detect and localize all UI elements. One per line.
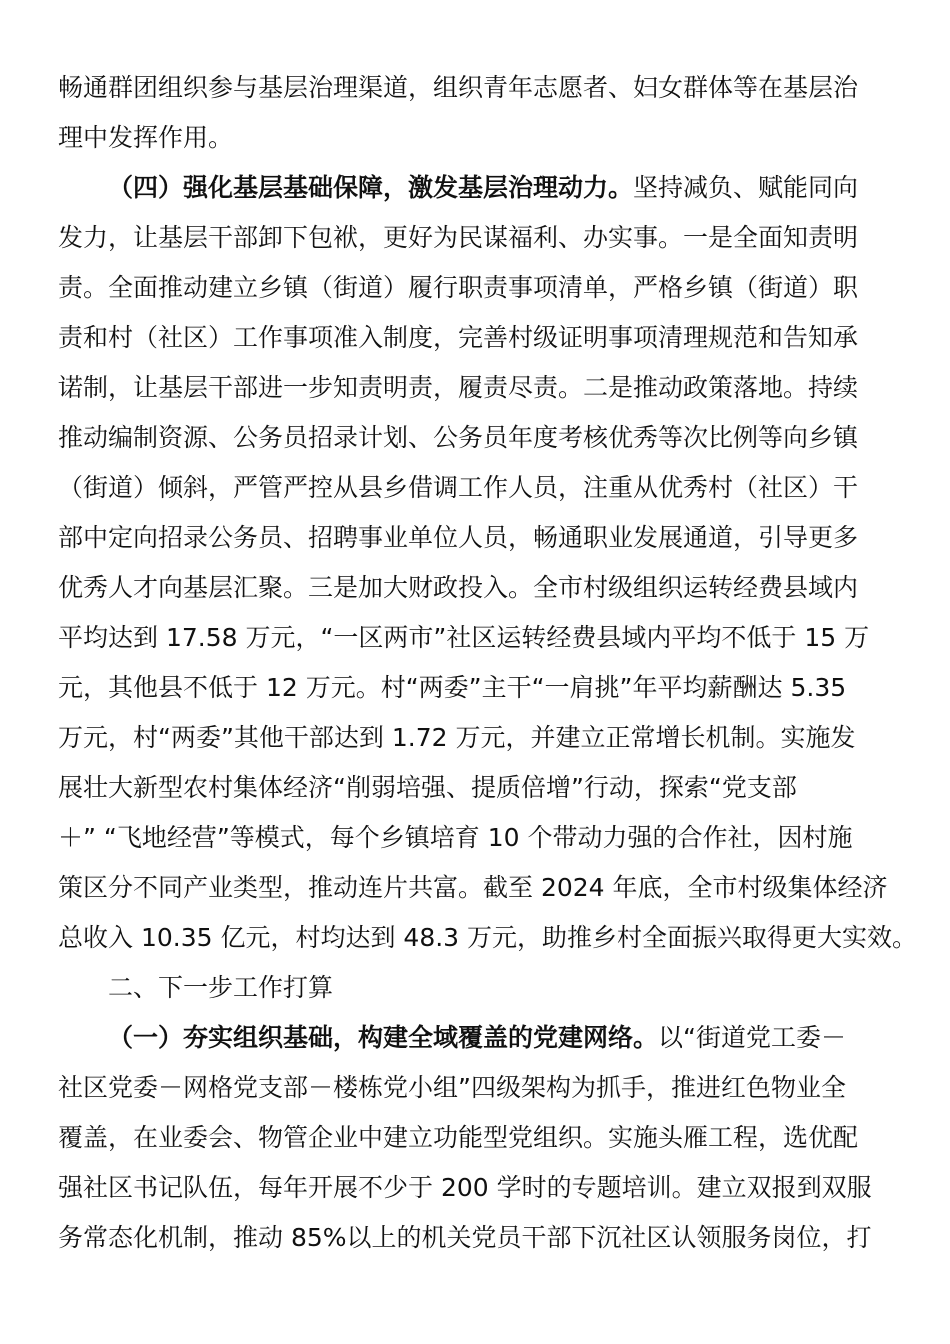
text-line bbox=[58, 613, 894, 663]
text-line bbox=[58, 763, 894, 813]
text-line bbox=[58, 663, 894, 713]
text-segment: 以“街道党工委－ bbox=[658, 1023, 846, 1052]
text-segment: 覆盖，在业委会、物管企业中建立功能型党组织。实施头雁工程，选优配 bbox=[58, 1123, 859, 1152]
part-two-heading-line bbox=[108, 963, 894, 1013]
text-segment: 平均达到 17.58 万元，“一区两市”社区运转经费县域内平均不低于 15 万 bbox=[58, 623, 870, 652]
part-heading: 二、下一步工作打算 bbox=[108, 973, 334, 1002]
text-line bbox=[58, 1163, 894, 1213]
text-segment: 坚持减负、赋能同向 bbox=[633, 173, 859, 202]
text-line bbox=[58, 113, 894, 163]
text-line bbox=[58, 513, 894, 563]
text-segment: 社区党委－网格党支部－楼栋党小组”四级架构为抓手，推进红色物业全 bbox=[58, 1073, 846, 1102]
text-segment: 诺制，让基层干部进一步知责明责，履责尽责。二是推动政策落地。持续 bbox=[58, 373, 859, 402]
text-segment: 元，其他县不低于 12 万元。村“两委”主干“一肩挑”年平均薪酬达 5.35 bbox=[58, 673, 847, 702]
text-segment: 策区分不同产业类型，推动连片共富。截至 2024 年底，全市村级集体经济 bbox=[58, 873, 888, 902]
text-line bbox=[58, 713, 894, 763]
text-segment: 畅通群团组织参与基层治理渠道，组织青年志愿者、妇女群体等在基层治 bbox=[58, 73, 859, 102]
section-heading: （一）夯实组织基础，构建全域覆盖的党建网络。 bbox=[108, 1023, 659, 1052]
text-segment: 部中定向招录公务员、招聘事业单位人员，畅通职业发展通道，引导更多 bbox=[58, 523, 859, 552]
text-line bbox=[58, 213, 894, 263]
text-line bbox=[58, 63, 894, 113]
text-line bbox=[58, 1063, 894, 1113]
text-segment: 责。全面推动建立乡镇（街道）履行职责事项清单，严格乡镇（街道）职 bbox=[58, 273, 859, 302]
text-line bbox=[58, 463, 894, 513]
text-segment: （街道）倾斜，严管严控从县乡借调工作人员，注重从优秀村（社区）干 bbox=[58, 473, 859, 502]
text-line bbox=[58, 263, 894, 313]
text-line bbox=[58, 363, 894, 413]
text-line bbox=[58, 313, 894, 363]
text-segment: 发力，让基层干部卸下包袱，更好为民谋福利、办实事。一是全面知责明 bbox=[58, 223, 859, 252]
section-one-heading-line bbox=[108, 1013, 894, 1063]
text-line bbox=[58, 913, 918, 963]
text-segment: 务常态化机制，推动 85%以上的机关党员干部下沉社区认领服务岗位，打 bbox=[58, 1223, 872, 1252]
text-line bbox=[58, 1113, 894, 1163]
text-segment: 理中发挥作用。 bbox=[58, 123, 234, 152]
section-heading: （四）强化基层基础保障，激发基层治理动力。 bbox=[108, 173, 634, 202]
text-line bbox=[58, 813, 894, 863]
text-segment: 万元，村“两委”其他干部达到 1.72 万元，并建立正常增长机制。实施发 bbox=[58, 723, 856, 752]
text-segment: 展壮大新型农村集体经济“削弱培强、提质倍增”行动，探索“党支部 bbox=[58, 773, 797, 802]
text-segment: 总收入 10.35 亿元，村均达到 48.3 万元，助推乡村全面振兴取得更大实效。 bbox=[58, 923, 918, 952]
text-line bbox=[58, 413, 894, 463]
text-line bbox=[58, 863, 894, 913]
text-segment: 优秀人才向基层汇聚。三是加大财政投入。全市村级组织运转经费县域内 bbox=[58, 573, 859, 602]
text-segment: 责和村（社区）工作事项准入制度，完善村级证明事项清理规范和告知承 bbox=[58, 323, 859, 352]
text-segment: 推动编制资源、公务员招录计划、公务员年度考核优秀等次比例等向乡镇 bbox=[58, 423, 859, 452]
section-four-heading-line bbox=[108, 163, 894, 213]
text-segment: 强社区书记队伍，每年开展不少于 200 学时的专题培训。建立双报到双服 bbox=[58, 1173, 872, 1202]
text-segment: ＋” “飞地经营”等模式，每个乡镇培育 10 个带动力强的合作社，因村施 bbox=[58, 823, 853, 852]
text-line bbox=[58, 563, 894, 613]
text-line bbox=[58, 1213, 894, 1263]
